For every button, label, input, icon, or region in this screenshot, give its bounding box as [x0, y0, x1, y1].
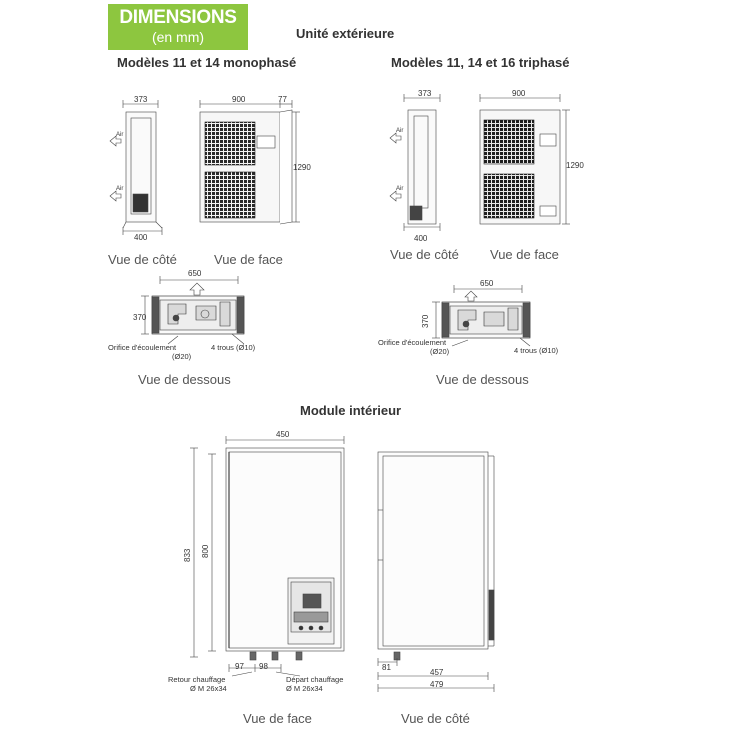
tri-title: Modèles 11, 14 et 16 triphasé: [391, 55, 570, 70]
tri-caption-front: Vue de face: [490, 247, 559, 262]
indoor-dim-98: 98: [259, 662, 268, 671]
tri-drain-diam: (Ø20): [430, 347, 450, 356]
mono-air-label-bottom: Air: [116, 186, 124, 192]
indoor-dim-81: 81: [382, 663, 391, 672]
mono-bottom-view: [141, 276, 244, 344]
tri-front-width-label: 900: [512, 89, 526, 98]
indoor-side-view: [378, 452, 494, 692]
tri-caption-bottom: Vue de dessous: [436, 372, 529, 387]
indoor-height-body-label: 800: [201, 544, 210, 558]
mono-air-label-top: Air: [116, 132, 124, 138]
badge-title: DIMENSIONS: [119, 7, 237, 28]
indoor-width-label: 450: [276, 430, 290, 439]
mono-height-label: 1290: [293, 163, 311, 172]
mono-holes-label: 4 trous (Ø10): [211, 343, 256, 352]
tri-air-label-top: Air: [396, 128, 404, 134]
mono-caption-front: Vue de face: [214, 252, 283, 267]
badge-subtitle: (en mm): [151, 29, 205, 45]
tri-base-width-label: 650: [480, 279, 494, 288]
indoor-title: Module intérieur: [300, 403, 402, 418]
tri-side-base-label: 400: [414, 234, 428, 243]
mono-side-depth-label: 373: [134, 95, 148, 104]
depart-label: Départ chauffage: [286, 675, 344, 684]
indoor-caption-front: Vue de face: [243, 711, 312, 726]
retour-label: Retour chauffage: [168, 675, 226, 684]
mono-drain-label: Orifice d'écoulement: [108, 343, 177, 352]
indoor-dim-97: 97: [235, 662, 244, 671]
mono-caption-bottom: Vue de dessous: [138, 372, 231, 387]
mono-side-view: [110, 100, 162, 235]
mono-front-width-label: 900: [232, 95, 246, 104]
tri-front-view: [480, 94, 570, 224]
mono-base-depth-label: 370: [133, 313, 147, 322]
mono-caption-side: Vue de côté: [108, 252, 177, 267]
depart-spec: Ø M 26x34: [286, 684, 323, 693]
retour-spec: Ø M 26x34: [190, 684, 227, 693]
mono-drain-diam: (Ø20): [172, 352, 192, 361]
indoor-depth-body-label: 457: [430, 668, 444, 677]
mono-side-base-label: 400: [134, 233, 148, 242]
indoor-front-view: [190, 436, 344, 676]
tri-drain-label: Orifice d'écoulement: [378, 338, 447, 347]
tri-caption-side: Vue de côté: [390, 247, 459, 262]
tri-side-depth-label: 373: [418, 89, 432, 98]
tri-side-view: [390, 94, 440, 231]
tri-base-depth-label: 370: [421, 314, 430, 328]
mono-front-offset-label: 77: [278, 95, 287, 104]
indoor-caption-side: Vue de côté: [401, 711, 470, 726]
tri-height-label: 1290: [566, 161, 584, 170]
mono-base-width-label: 650: [188, 269, 202, 278]
outdoor-title: Unité extérieure: [296, 26, 395, 41]
tri-bottom-view: [432, 285, 530, 346]
mono-front-view: [200, 100, 300, 224]
tri-air-label-bottom: Air: [396, 186, 404, 192]
indoor-depth-total-label: 479: [430, 680, 444, 689]
mono-title: Modèles 11 et 14 monophasé: [117, 55, 297, 70]
tri-holes-label: 4 trous (Ø10): [514, 346, 559, 355]
indoor-height-total-label: 833: [183, 548, 192, 562]
